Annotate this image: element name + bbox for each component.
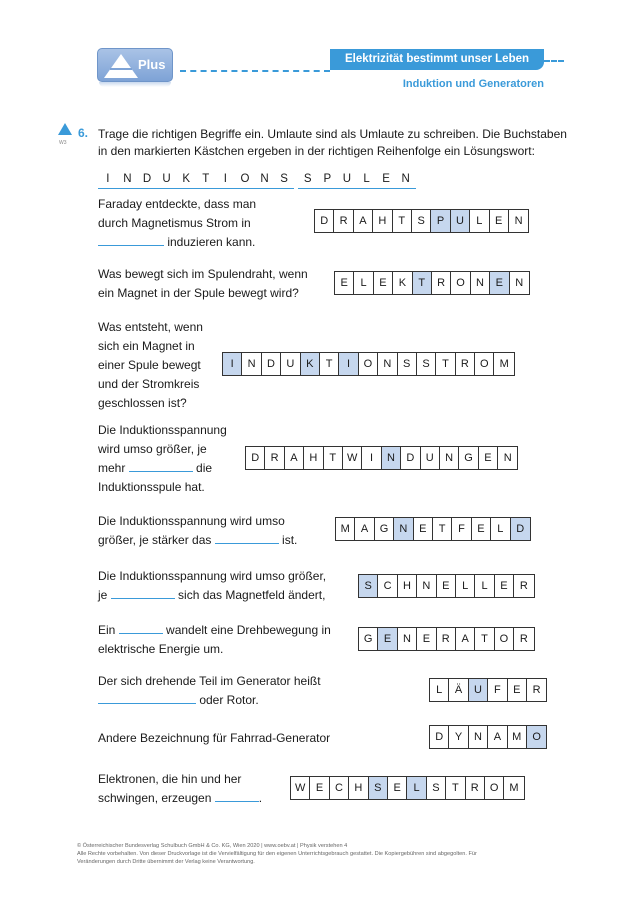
letter-cell[interactable]: E	[310, 777, 329, 799]
question-line: Die Induktionsspannung	[98, 423, 227, 437]
letter-cell[interactable]: E	[388, 777, 407, 799]
question-line: durch Magnetismus Strom in	[98, 216, 251, 230]
letter-cell[interactable]: E	[374, 272, 393, 294]
highlighted-letter-cell[interactable]: U	[469, 679, 488, 701]
answer-blank[interactable]	[215, 532, 279, 544]
highlighted-letter-cell[interactable]: T	[413, 272, 432, 294]
question-line: Was bewegt sich im Spulendraht, wenn	[98, 267, 308, 281]
letter-cell[interactable]: C	[378, 575, 397, 597]
letter-cell[interactable]: T	[436, 353, 455, 375]
question-line: elektrische Energie um.	[98, 642, 224, 656]
letter-cell[interactable]: H	[373, 210, 392, 232]
letter-cell[interactable]: O	[475, 353, 494, 375]
question-line: Was entsteht, wenn	[98, 320, 203, 334]
answer-grid	[335, 517, 531, 541]
answer-blank[interactable]	[215, 790, 259, 802]
letter-cell[interactable]: T	[446, 777, 465, 799]
highlighted-letter-cell[interactable]: P	[431, 210, 450, 232]
letter-cell[interactable]: D	[430, 726, 449, 748]
letter-cell[interactable]: R	[514, 628, 533, 650]
letter-cell[interactable]: H	[304, 447, 323, 469]
letter-cell[interactable]: N	[417, 575, 436, 597]
letter-cell[interactable]: S	[417, 353, 436, 375]
letter-cell[interactable]: L	[430, 679, 449, 701]
letter-cell[interactable]: A	[488, 726, 507, 748]
letter-cell[interactable]: O	[485, 777, 504, 799]
letter-cell[interactable]: Y	[449, 726, 468, 748]
letter-cell[interactable]: N	[242, 353, 261, 375]
answer-grid	[429, 725, 547, 749]
letter-cell[interactable]: E	[335, 272, 354, 294]
answer-blank[interactable]	[111, 587, 175, 599]
footer-line: Veränderungen durch Dritte übernimmt der Verlag keine Verantwortung.	[77, 859, 255, 865]
question-line: Andere Bezeichnung für Fahrrad-Generator	[98, 731, 331, 745]
logo-text: Plus	[138, 57, 166, 72]
solution-letter: P	[318, 173, 338, 189]
letter-cell[interactable]: R	[527, 679, 546, 701]
letter-cell[interactable]: K	[393, 272, 412, 294]
letter-cell[interactable]: E	[417, 628, 436, 650]
letter-cell[interactable]: T	[324, 447, 343, 469]
letter-cell[interactable]: R	[334, 210, 353, 232]
answer-grid	[429, 678, 547, 702]
solution-letter: D	[137, 173, 157, 189]
letter-cell[interactable]: D	[315, 210, 334, 232]
answer-grid	[245, 446, 518, 470]
question-line: geschlossen ist?	[98, 396, 187, 410]
question-line: ein Magnet in der Spule bewegt wird?	[98, 286, 299, 300]
question-line: Ein wandelt eine Drehbewegung in	[98, 623, 331, 637]
answer-grid	[358, 574, 535, 598]
answer-grid	[358, 627, 535, 651]
highlighted-letter-cell[interactable]: U	[451, 210, 470, 232]
letter-cell[interactable]: E	[414, 518, 433, 540]
question-line: Die Induktionsspannung wird umso größer,	[98, 569, 327, 583]
question-text	[98, 265, 308, 303]
logo-shadow	[99, 82, 171, 87]
letter-cell[interactable]: F	[488, 679, 507, 701]
footer-line: © Österreichischer Bundesverlag Schulbuch GmbH & Co. KG, Wien 2020 | www.oebv.at | Physik verstehen 4	[77, 843, 348, 849]
question-line: größer, je stärker das ist.	[98, 533, 298, 547]
letter-cell[interactable]: H	[398, 575, 417, 597]
letter-cell[interactable]: Ä	[449, 679, 468, 701]
letter-cell[interactable]: G	[375, 518, 394, 540]
letter-cell[interactable]: N	[440, 447, 459, 469]
question-text	[98, 195, 256, 252]
answer-grid	[222, 352, 515, 376]
question-line: sich ein Magnet in	[98, 339, 195, 353]
letter-cell[interactable]: E	[490, 210, 509, 232]
chapter-banner: Elektrizität bestimmt unser Leben	[330, 49, 544, 70]
letter-cell[interactable]: M	[336, 518, 355, 540]
letter-cell[interactable]: A	[285, 447, 304, 469]
question-line: Die Induktionsspannung wird umso	[98, 514, 285, 528]
letter-cell[interactable]: N	[510, 272, 529, 294]
letter-cell[interactable]: T	[475, 628, 494, 650]
highlighted-letter-cell[interactable]: N	[394, 518, 413, 540]
question-text	[98, 729, 330, 748]
header-dashed-line-right	[544, 60, 564, 62]
letter-cell[interactable]: S	[398, 353, 417, 375]
answer-blank[interactable]	[98, 234, 164, 246]
solution-letter: N	[396, 173, 416, 189]
section-subtitle: Induktion und Generatoren	[402, 78, 544, 90]
letter-cell[interactable]: D	[401, 447, 420, 469]
footer-line: Alle Rechte vorbehalten. Von dieser Druckvorlage ist die Vervielfältigung für den eigenen Unterrichtsgebrauch gestattet. Die Kopiergebühren sind abgegolten. Für	[77, 851, 477, 857]
letter-cell[interactable]: O	[451, 272, 470, 294]
highlighted-letter-cell[interactable]: I	[223, 353, 242, 375]
letter-cell[interactable]: M	[508, 726, 527, 748]
solution-letter: S	[298, 173, 318, 189]
solution-letter: N	[118, 173, 138, 189]
highlighted-letter-cell[interactable]: S	[369, 777, 388, 799]
letter-cell[interactable]: L	[491, 518, 510, 540]
solution-letter: I	[216, 173, 236, 189]
answer-blank[interactable]	[98, 692, 196, 704]
solution-letter: K	[176, 173, 196, 189]
letter-cell[interactable]: D	[246, 447, 265, 469]
answer-grid	[334, 271, 530, 295]
question-line: schwingen, erzeugen .	[98, 791, 263, 805]
letter-cell[interactable]: T	[433, 518, 452, 540]
highlighted-letter-cell[interactable]: I	[339, 353, 358, 375]
letter-cell[interactable]: O	[495, 628, 514, 650]
letter-cell[interactable]: R	[514, 575, 533, 597]
letter-cell[interactable]: C	[330, 777, 349, 799]
answer-grid	[290, 776, 525, 800]
letter-cell[interactable]: S	[427, 777, 446, 799]
highlighted-letter-cell[interactable]: S	[359, 575, 378, 597]
solution-letter: L	[357, 173, 377, 189]
triangle-icon	[104, 54, 138, 78]
letter-cell[interactable]: R	[437, 628, 456, 650]
letter-cell[interactable]: M	[494, 353, 513, 375]
letter-cell[interactable]: E	[437, 575, 456, 597]
letter-cell[interactable]: N	[498, 447, 517, 469]
logo-divider	[110, 68, 132, 70]
solution-letter: O	[235, 173, 255, 189]
question-text	[98, 567, 326, 605]
letter-cell[interactable]: E	[472, 518, 491, 540]
letter-cell[interactable]: F	[452, 518, 471, 540]
highlighted-letter-cell[interactable]: N	[382, 447, 401, 469]
question-text	[98, 512, 297, 550]
letter-cell[interactable]: D	[262, 353, 281, 375]
letter-cell[interactable]: S	[412, 210, 431, 232]
letter-cell[interactable]: E	[479, 447, 498, 469]
solution-word	[98, 173, 416, 189]
solution-letter: T	[196, 173, 216, 189]
question-line: Der sich drehende Teil im Generator heißt	[98, 674, 321, 688]
task-instruction: Trage die richtigen Begriffe ein. Umlaute sind als Umlaute zu schreiben. Die Buchstaben in den markierten Kästchen ergeben in der richtigen Reihenfolge ein Lösungswort:	[98, 127, 567, 158]
letter-cell[interactable]: R	[456, 353, 475, 375]
highlighted-letter-cell[interactable]: E	[378, 628, 397, 650]
question-line: mehr die	[98, 461, 213, 475]
solution-letter: E	[376, 173, 396, 189]
letter-cell[interactable]: R	[432, 272, 451, 294]
highlighted-letter-cell[interactable]: D	[511, 518, 530, 540]
answer-blank[interactable]	[119, 622, 163, 634]
letter-cell[interactable]: U	[281, 353, 300, 375]
publisher-logo	[97, 48, 173, 82]
question-line: Elektronen, die hin und her	[98, 772, 242, 786]
letter-cell[interactable]: I	[362, 447, 381, 469]
highlighted-letter-cell[interactable]: E	[490, 272, 509, 294]
letter-cell[interactable]: G	[459, 447, 478, 469]
letter-cell[interactable]: T	[320, 353, 339, 375]
question-text	[98, 621, 331, 659]
question-line: wird umso größer, je	[98, 442, 207, 456]
letter-cell[interactable]: G	[359, 628, 378, 650]
letter-cell[interactable]: U	[421, 447, 440, 469]
question-line: und der Stromkreis	[98, 377, 200, 391]
solution-letter: U	[337, 173, 357, 189]
question-text	[98, 421, 227, 497]
answer-blank[interactable]	[129, 460, 193, 472]
question-line: oder Rotor.	[98, 691, 321, 710]
letter-cell[interactable]: L	[470, 210, 489, 232]
letter-cell[interactable]: N	[378, 353, 397, 375]
question-text	[98, 672, 321, 710]
letter-cell[interactable]: A	[355, 518, 374, 540]
copyright-footer	[77, 842, 577, 866]
question-text	[98, 770, 262, 808]
solution-letter: S	[274, 173, 294, 189]
question-text	[98, 318, 203, 413]
letter-cell[interactable]: E	[508, 679, 527, 701]
letter-cell[interactable]: W	[343, 447, 362, 469]
highlighted-letter-cell[interactable]: K	[301, 353, 320, 375]
task-number: 6.	[78, 126, 89, 140]
question-line: Induktionsspule hat.	[98, 480, 205, 494]
letter-cell[interactable]: N	[398, 628, 417, 650]
highlighted-letter-cell[interactable]: L	[407, 777, 426, 799]
question-line: Faraday entdeckte, dass man	[98, 197, 257, 211]
solution-letter: I	[98, 173, 118, 189]
letter-cell[interactable]: O	[359, 353, 378, 375]
letter-cell[interactable]: E	[495, 575, 514, 597]
letter-cell[interactable]: A	[456, 628, 475, 650]
letter-cell[interactable]: N	[469, 726, 488, 748]
solution-letter: N	[255, 173, 275, 189]
letter-cell[interactable]: L	[475, 575, 494, 597]
highlighted-letter-cell[interactable]: O	[527, 726, 546, 748]
letter-cell[interactable]: L	[354, 272, 373, 294]
difficulty-triangle-icon	[58, 123, 72, 135]
letter-cell[interactable]: A	[354, 210, 373, 232]
question-line: einer Spule bewegt	[98, 358, 201, 372]
solution-letter: U	[157, 173, 177, 189]
letter-cell[interactable]: N	[471, 272, 490, 294]
letter-cell[interactable]: L	[456, 575, 475, 597]
question-line: je sich das Magnetfeld ändert,	[98, 588, 326, 602]
question-line: induzieren kann.	[98, 233, 256, 252]
letter-cell[interactable]: H	[349, 777, 368, 799]
letter-cell[interactable]: N	[509, 210, 528, 232]
answer-grid	[314, 209, 529, 233]
header-dashed-line-left	[180, 70, 330, 72]
letter-cell[interactable]: M	[504, 777, 523, 799]
letter-cell[interactable]: T	[393, 210, 412, 232]
letter-cell[interactable]: W	[291, 777, 310, 799]
letter-cell[interactable]: R	[265, 447, 284, 469]
letter-cell[interactable]: R	[466, 777, 485, 799]
competence-code: W3	[59, 140, 67, 146]
